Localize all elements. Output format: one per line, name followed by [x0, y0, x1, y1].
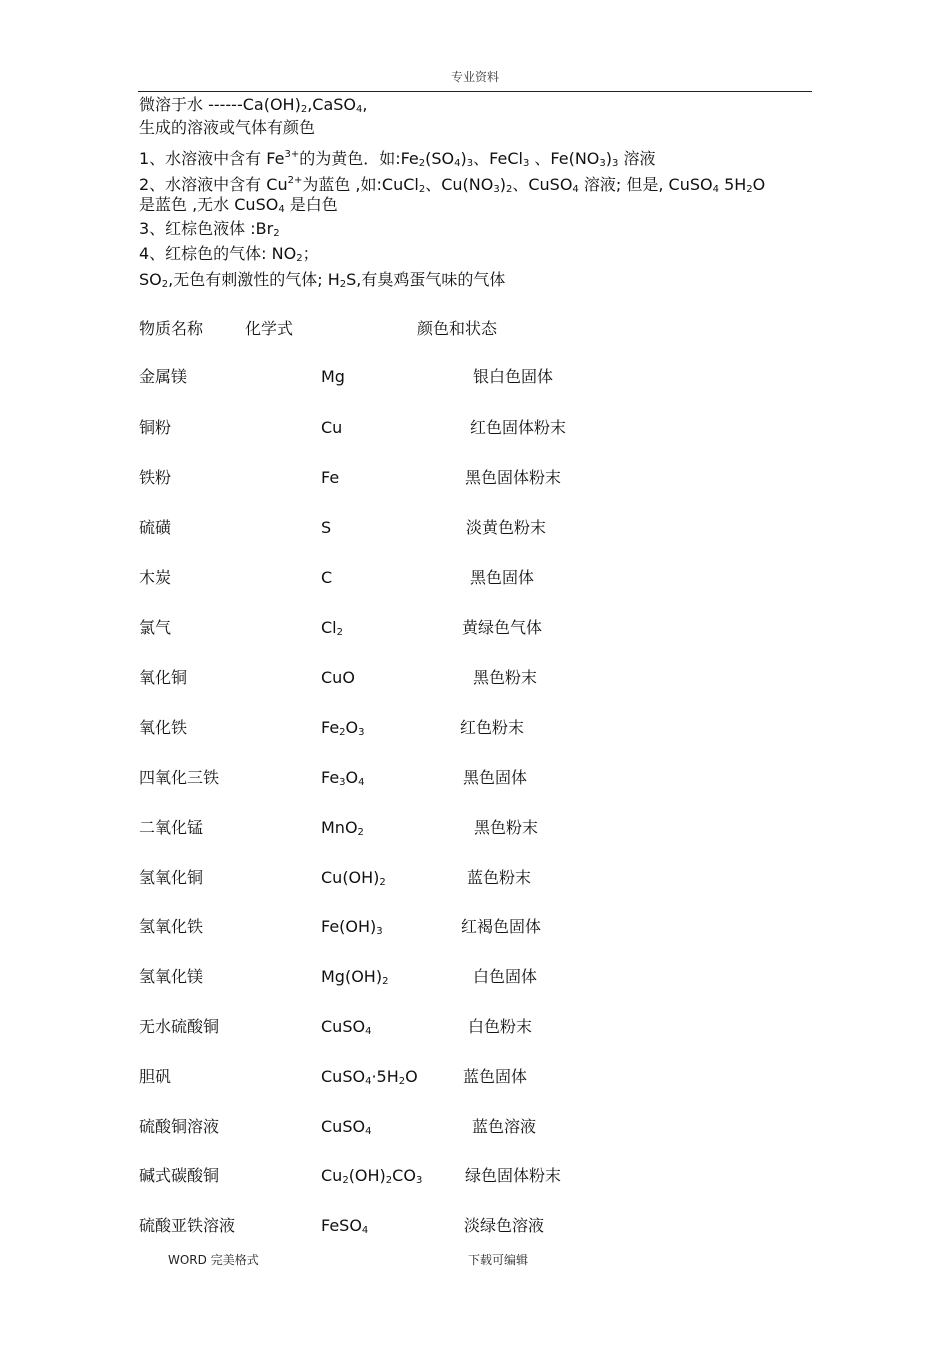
substance-color-state: 黑色固体 [470, 568, 535, 587]
substance-color-state: 红色粉末 [460, 718, 525, 737]
substance-name: 胆矾 [139, 1067, 172, 1086]
intro-line-4: 2、水溶液中含有 $Cu^{2+}$为蓝色 ,如:CuCl$_2$、$Cu(NO_3)_2$、CuSO$_4$ 溶液; 但是, CuSO$_4$ $5H_2O$ [139, 175, 766, 195]
substance-color-state: 黑色固体粉末 [465, 468, 562, 487]
substance-color-state: 黑色粉末 [474, 818, 539, 837]
substance-formula: $Cu(OH)_2$ [321, 868, 386, 888]
substance-color-state: 淡黄色粉末 [466, 518, 547, 537]
substance-formula: $Fe_2O_3$ [321, 718, 365, 738]
substance-name: 无水硫酸铜 [139, 1017, 220, 1036]
substance-name: 氢氧化铜 [139, 868, 204, 887]
substance-name: 金属镁 [139, 367, 188, 386]
substance-color-state: 黑色粉末 [473, 668, 538, 687]
substance-formula: $Fe_3O_4$ [321, 768, 365, 788]
substance-formula: CuO [321, 668, 355, 687]
substance-name: 氧化铁 [139, 718, 188, 737]
substance-color-state: 蓝色粉末 [467, 868, 532, 887]
substance-formula: $Cl_2$ [321, 618, 343, 638]
table-header-formula: 化学式 [245, 319, 294, 338]
substance-formula: FeSO$_4$ [321, 1216, 369, 1236]
substance-name: 氢氧化铁 [139, 917, 204, 936]
intro-line-5: 是蓝色 ,无水 CuSO$_4$ 是白色 [139, 195, 338, 215]
substance-name: 氯气 [139, 618, 172, 637]
substance-color-state: 淡绿色溶液 [464, 1216, 545, 1235]
substance-name: 铜粉 [139, 418, 172, 437]
intro-line-3: 1、水溶液中含有 $Fe^{3+}$的为黄色．如$:Fe_2(SO_4)_3$、FeCl$_3$ 、$Fe(NO_3)_3$ 溶液 [139, 149, 656, 169]
substance-formula: $Mg(OH)_2$ [321, 967, 389, 987]
footer-left: WORD 完美格式 [168, 1253, 259, 1267]
substance-formula: S [321, 518, 332, 537]
intro-line-6: 3、红棕色液体 $:Br_2$ [139, 219, 280, 239]
substance-name: 硫酸亚铁溶液 [139, 1216, 236, 1235]
table-header-name: 物质名称 [139, 319, 204, 338]
substance-name: 硫磺 [139, 518, 172, 537]
substance-formula: $Cu_2(OH)_2CO_3$ [321, 1166, 423, 1186]
substance-name: 木炭 [139, 568, 172, 587]
substance-color-state: 白色粉末 [468, 1017, 533, 1036]
substance-name: 硫酸铜溶液 [139, 1117, 220, 1136]
substance-name: 氢氧化镁 [139, 967, 204, 986]
footer-right: 下载可编辑 [468, 1253, 529, 1267]
substance-color-state: 绿色固体粉末 [465, 1166, 562, 1185]
substance-name: 氧化铜 [139, 668, 188, 687]
substance-color-state: 白色固体 [473, 967, 538, 986]
intro-line-1: 微溶于水 $------Ca(OH)_2,CaSO_4$, [139, 95, 368, 115]
substance-color-state: 红褐色固体 [461, 917, 542, 936]
substance-name: 四氧化三铁 [139, 768, 220, 787]
substance-color-state: 银白色固体 [473, 367, 554, 386]
intro-line-8: $SO_2$,无色有刺激性的气体; $H_2S$,有臭鸡蛋气味的气体 [139, 270, 506, 290]
table-header-color: 颜色和状态 [417, 319, 498, 338]
substance-color-state: 黑色固体 [463, 768, 528, 787]
substance-formula: $Fe(OH)_3$ [321, 917, 383, 937]
substance-formula: $CuSO_4\cdot 5H_2O$ [321, 1067, 418, 1087]
substance-formula: MnO$_2$ [321, 818, 364, 838]
substance-color-state: 蓝色溶液 [472, 1117, 537, 1136]
substance-formula: C [321, 568, 333, 587]
header-rule [138, 91, 812, 92]
substance-formula: CuSO$_4$ [321, 1117, 372, 1137]
substance-name: 碱式碳酸铜 [139, 1166, 220, 1185]
substance-formula: Mg [321, 367, 345, 386]
intro-line-2: 生成的溶液或气体有颜色 [139, 118, 316, 137]
substance-name: 二氧化锰 [139, 818, 204, 837]
substance-formula: Fe [321, 468, 340, 487]
substance-color-state: 红色固体粉末 [470, 418, 567, 437]
page-header: 专业资料 [450, 70, 499, 84]
substance-name: 铁粉 [139, 468, 172, 487]
substance-color-state: 蓝色固体 [463, 1067, 528, 1086]
substance-formula: Cu [321, 418, 343, 437]
substance-formula: CuSO$_4$ [321, 1017, 372, 1037]
intro-line-7: 4、红棕色的气体: $NO_2$； [139, 244, 319, 264]
substance-color-state: 黄绿色气体 [462, 618, 543, 637]
